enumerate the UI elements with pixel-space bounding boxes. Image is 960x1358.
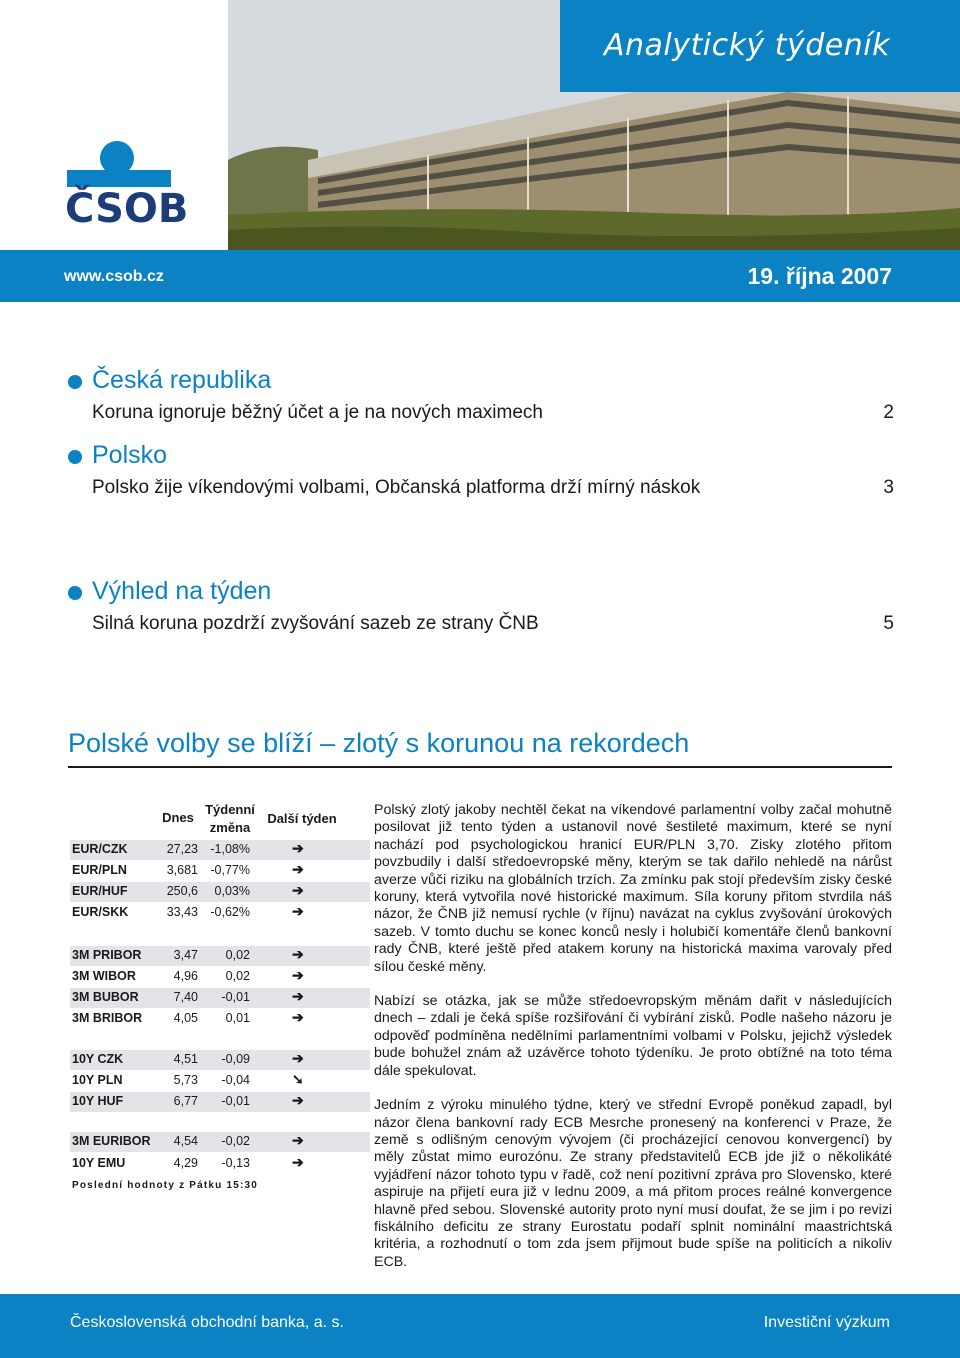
toc-item[interactable] <box>68 400 894 434</box>
paragraph: Nabízí se otázka, jak se může středoevropským měnám dařit v následujících dnech – zdali je čeká spíše rozšiřování či vybírání zisků. Podle našeho názoru je odpověď podmíněna nedělními parlamentními volbami v Polsku, jejichž výsledek bude bohužel znám až uzávěrce tohoto týdeníku. Je proto obtížné na toto téma dále spekulovat. <box>374 993 892 1079</box>
instrument-label: 10Y HUF <box>72 1094 124 1108</box>
instrument-label: 3M BUBOR <box>72 990 139 1004</box>
toc-item-text: Polsko žije víkendovými volbami, Občanská platforma drží mírný náskok <box>92 477 701 498</box>
trend-arrow-icon: ➔ <box>292 946 304 962</box>
col-header-weekly-change: Týdenní <box>205 802 255 817</box>
table-row <box>70 1132 370 1152</box>
bullet-icon <box>68 586 82 600</box>
instrument-label: EUR/HUF <box>72 884 128 898</box>
value-weekly-change: -0,77% <box>210 863 250 877</box>
trend-arrow-icon: ➔ <box>292 1132 304 1148</box>
bank-name: Československá obchodní banka, a. s. <box>70 1314 344 1331</box>
table-row <box>70 1071 370 1091</box>
value-today: 7,40 <box>173 990 198 1004</box>
toc-item-text: Koruna ignoruje běžný účet a je na nových maximech <box>92 402 543 423</box>
paragraph: Jedním z výroku minulého týdne, který ve střední Evropě poněkud zapadl, byl názor člena bankovní rady ECB Mesrche pronesený na konferenci v Praze, že země s odlišným cenovým vývojem (či procházející cenovou konvergencí) by měly zůstat mimo eurozónu. Ze strany představitelů ECB jde již o několikáté vyjádření názor tohoto typu v řadě, což není pozitivní zpráva pro Slovensko, které aspiruje na přijetí eura již v lednu 2009, a má přitom proces reálné konvergence hlavně před sebou. Slovenské autority proto nyní musí doufat, že se jim i po revizi fiskálního deficitu ze strany Eurostatu podaří splnit nominální maastrichtská kritéria, a rozhodnutí o tom zda jsem přijmout bude spíše na politicích a nikoliv ECB. <box>374 1097 892 1270</box>
table-row <box>70 1009 370 1029</box>
trend-arrow-icon: ➔ <box>292 882 304 898</box>
value-weekly-change: 0,01 <box>225 1011 250 1025</box>
value-weekly-change: 0,03% <box>214 884 250 898</box>
bullet-icon <box>68 375 82 389</box>
logo-area <box>0 0 228 250</box>
value-today: 33,43 <box>166 905 198 919</box>
instrument-label: 3M WIBOR <box>72 969 136 983</box>
toc-item-text: Silná koruna pozdrží zvyšování sazeb ze strany ČNB <box>92 613 539 634</box>
instrument-label: 10Y EMU <box>72 1156 126 1170</box>
instrument-label: EUR/PLN <box>72 863 127 877</box>
report-header <box>0 0 960 300</box>
instrument-label: 10Y PLN <box>72 1073 123 1087</box>
instrument-label: 3M EURIBOR <box>72 1134 151 1148</box>
value-today: 5,73 <box>173 1073 198 1087</box>
divider <box>68 766 892 768</box>
trend-arrow-icon: ➔ <box>292 861 304 877</box>
report-footer <box>0 1294 960 1358</box>
instrument-label: EUR/SKK <box>72 905 129 919</box>
svg-text:ČSOB: ČSOB <box>65 186 189 232</box>
col-header-weekly-change-2: změna <box>209 820 251 835</box>
col-header-next-week: Další týden <box>267 811 337 826</box>
article-body <box>374 802 892 1288</box>
instrument-label: 3M PRIBOR <box>72 948 142 962</box>
title-bar <box>560 0 960 92</box>
paragraph: Polský zlotý jakoby nechtěl čekat na víkendové parlamentní volby začal mohutně posilovat již tento týden a ustanovil nové šestileté maximum, které se nyní nachází pod psychologickou hranicí EUR/PLN 3,70. Zisky zlotého přitom povzbudily i další středoevropské měny, kterým se tak dařilo nehledě na nárůst averze vůči riziku na globálních trzích. Za zmínku pak stojí především zisky české koruny, která vytvořila nové historické maximum. Síla koruny přitom stvrdila náš názor, že ČNB již nemusí rychle (v říjnu) navázat na cyklus zvyšování úrokových sazeb. V tomto duchu se konec konců nesly i holubičí komentáře členů bankovní rady ČNB, které ještě před atakem koruny na historická maxima varovaly před sílou české měny. <box>374 802 892 975</box>
publication-title: Analytický týdeník <box>603 28 890 63</box>
instrument-label: 3M BRIBOR <box>72 1011 143 1025</box>
value-today: 6,77 <box>173 1094 198 1108</box>
value-weekly-change: 0,02 <box>225 969 250 983</box>
toc-title: Česká republika <box>92 366 272 394</box>
trend-arrow-icon: ➔ <box>292 988 304 1004</box>
issue-date: 19. října 2007 <box>747 263 892 289</box>
table-row <box>70 840 370 860</box>
value-today: 4,29 <box>173 1156 198 1170</box>
instrument-label: 10Y CZK <box>72 1052 124 1066</box>
table-row <box>70 882 370 902</box>
table-footnote: Poslední hodnoty z Pátku 15:30 <box>72 1180 259 1191</box>
toc-page-number: 5 <box>883 613 894 634</box>
trend-arrow-icon: ➘ <box>292 1071 304 1087</box>
bullet-icon <box>68 450 82 464</box>
value-today: 4,05 <box>173 1011 198 1025</box>
toc-title: Polsko <box>92 441 168 469</box>
trend-arrow-icon: ➔ <box>292 1154 304 1170</box>
value-today: 27,23 <box>166 842 198 856</box>
trend-arrow-icon: ➔ <box>292 1050 304 1066</box>
table-row <box>70 946 370 966</box>
value-weekly-change: -0,01 <box>221 990 250 1004</box>
toc-title: Výhled na týden <box>92 577 272 605</box>
trend-arrow-icon: ➔ <box>292 840 304 856</box>
article-title: Polské volby se blíží – zlotý s korunou na rekordech <box>68 728 690 758</box>
instrument-label: EUR/CZK <box>72 842 128 856</box>
table-row <box>70 967 370 987</box>
csob-logo <box>0 0 228 250</box>
toc-section-cz <box>68 366 894 434</box>
table-row <box>70 1050 370 1070</box>
value-today: 4,51 <box>173 1052 198 1066</box>
value-today: 3,47 <box>173 948 198 962</box>
table-row <box>70 1154 370 1174</box>
value-weekly-change: -0,09 <box>221 1052 250 1066</box>
toc-section-pl <box>68 441 894 509</box>
value-today: 250,6 <box>166 884 198 898</box>
toc-page-number: 3 <box>883 477 894 498</box>
department-name: Investiční výzkum <box>763 1314 890 1331</box>
table-row <box>70 903 370 923</box>
value-weekly-change: -0,01 <box>221 1094 250 1108</box>
value-today: 3,681 <box>166 863 198 877</box>
value-weekly-change: -0,62% <box>210 905 250 919</box>
trend-arrow-icon: ➔ <box>292 1092 304 1108</box>
value-weekly-change: -0,13 <box>221 1156 250 1170</box>
value-today: 4,96 <box>173 969 198 983</box>
table-row <box>70 861 370 881</box>
website-link[interactable]: www.csob.cz <box>64 268 164 285</box>
col-header-today: Dnes <box>162 810 194 825</box>
toc-item[interactable] <box>68 475 894 509</box>
value-weekly-change: -1,08% <box>210 842 250 856</box>
table-row <box>70 1092 370 1112</box>
trend-arrow-icon: ➔ <box>292 967 304 983</box>
value-weekly-change: 0,02 <box>225 948 250 962</box>
table-row <box>70 988 370 1008</box>
toc-item[interactable] <box>68 611 894 645</box>
value-today: 4,54 <box>173 1134 198 1148</box>
value-weekly-change: -0,04 <box>221 1073 250 1087</box>
trend-arrow-icon: ➔ <box>292 903 304 919</box>
date-band <box>0 250 960 302</box>
value-weekly-change: -0,02 <box>221 1134 250 1148</box>
toc-section-outlook <box>68 577 894 645</box>
toc-page-number: 2 <box>883 402 894 423</box>
trend-arrow-icon: ➔ <box>292 1009 304 1025</box>
